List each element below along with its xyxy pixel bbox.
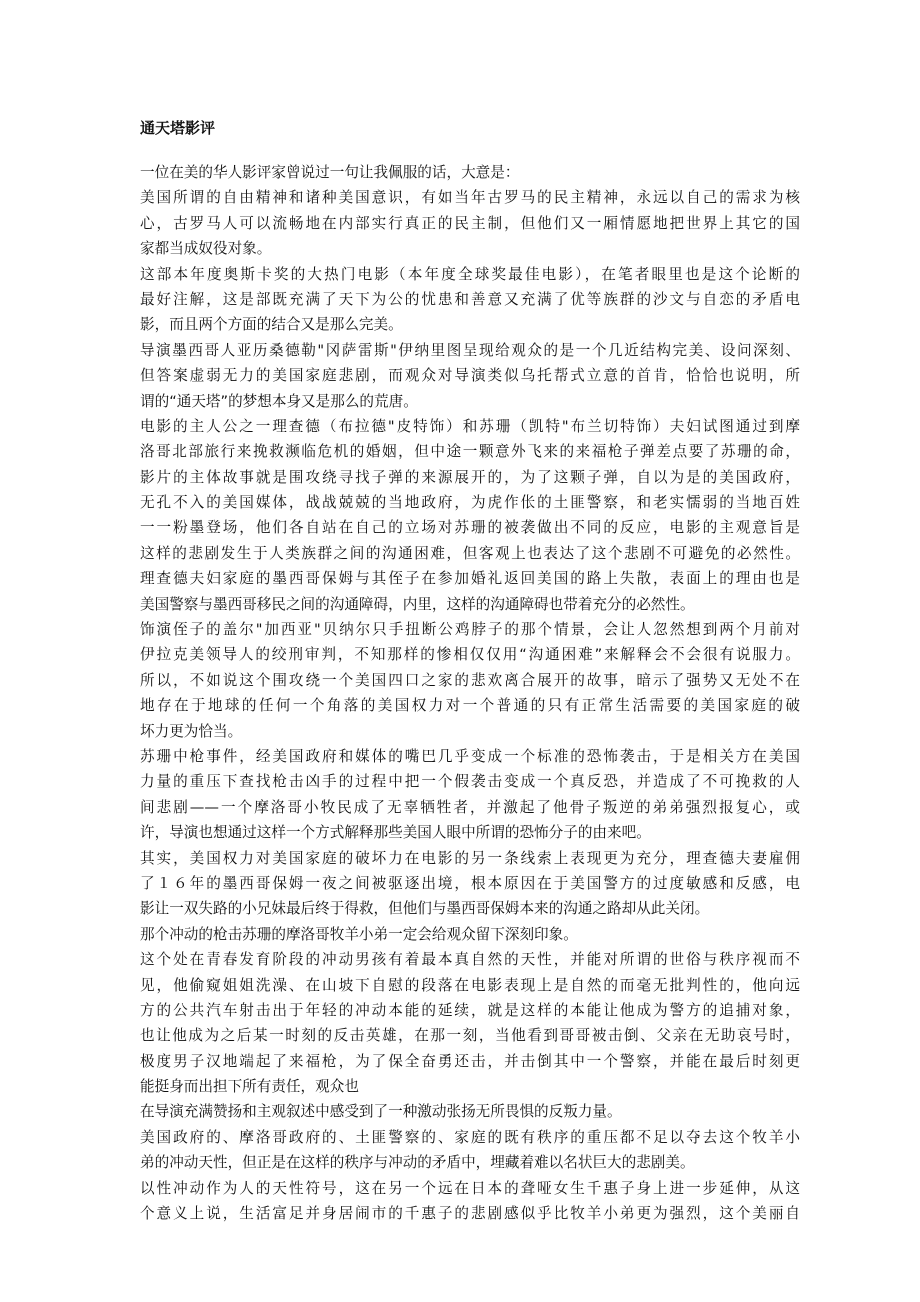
text-line: 地存在于地球的任何一个角落的美国权力对一个普通的只有正常生活需要的美国家庭的破 — [140, 697, 800, 715]
text-line: 洛哥北部旅行来挽救濒临危机的婚姻，但中途一颗意外飞来的来福枪子弹差点要了苏珊的命， — [140, 443, 800, 461]
text-line: 一一粉墨登场，他们各自站在自己的立场对苏珊的被袭做出不同的反应，电影的主观意旨是 — [140, 519, 800, 537]
text-line: 心，古罗马人可以流畅地在内部实行真正的民主制，但他们又一厢情愿地把世界上其它的国 — [140, 214, 800, 232]
text-line: 影片的主体故事就是围攻绕寻找子弹的来源展开的，为了这颗子弹，自以为是的美国政府， — [140, 468, 800, 486]
text-line: 理查德夫妇家庭的墨西哥保姆与其侄子在参加婚礼返回美国的路上失散，表面上的理由也是 — [140, 570, 800, 588]
text-line: 力量的重压下查找枪击凶手的过程中把一个假袭击变成一个真反恐，并造成了不可挽救的人 — [140, 773, 800, 791]
text-line: 谓的“通天塔”的梦想本身又是那么的荒唐。 — [140, 392, 418, 410]
text-line: 坏力更为恰当。 — [140, 722, 243, 740]
text-line: 个意义上说，生活富足并身居闹市的千惠子的悲剧感似乎比牧羊小弟更为强烈，这个美丽自 — [140, 1205, 800, 1223]
text-line: 一位在美的华人影评家曾说过一句让我佩服的话，大意是： — [140, 164, 520, 181]
text-line: 也让他成为之后某一时刻的反击英雄，在那一刻，当他看到哥哥被击倒、父亲在无助哀号时， — [140, 1027, 800, 1045]
text-line: 极度男子汉地端起了来福枪，为了保全奋勇还击，并击倒其中一个警察，并能在最后时刻更 — [140, 1052, 800, 1070]
text-line: 伊拉克美领导人的绞刑审判，不知那样的惨相仅仅用“沟通困难”来解释会不会很有说服力。 — [140, 646, 800, 664]
text-line: 影，而且两个方面的结合又是那么完美。 — [140, 316, 403, 334]
text-line: 能挺身而出担下所有责任，观众也 — [140, 1078, 359, 1096]
text-line: 无孔不入的美国媒体，战战兢兢的当地政府，为虎作伥的土匪警察，和老实懦弱的当地百姓 — [140, 494, 800, 512]
text-line: 但答案虚弱无力的美国家庭悲剧，而观众对导演类似乌托帮式立意的首肯，恰恰也说明，所 — [140, 367, 800, 385]
text-line: 这个处在青春发育阶段的冲动男孩有着最本真自然的天性，并能对所谓的世俗与秩序视而不 — [140, 951, 800, 969]
text-line: 家都当成奴役对象。 — [140, 240, 272, 258]
text-line: 美国警察与墨西哥移民之间的沟通障碍，内里，这样的沟通障碍也带着充分的必然性。 — [140, 595, 695, 613]
text-line: 苏珊中枪事件，经美国政府和媒体的嘴巴几乎变成一个标准的恐怖袭击，于是相关方在美国 — [140, 747, 800, 765]
text-line: 饰演侄子的盖尔"加西亚"贝纳尔只手扭断公鸡脖子的那个情景，会让人忽然想到两个月前对 — [140, 621, 800, 639]
text-line: 方的公共汽车射击出于年轻的冲动本能的延续，就是这样的本能让他成为警方的追捕对象， — [140, 1001, 800, 1019]
text-line: 所以，不如说这个围攻绕一个美国四口之家的悲欢离合展开的故事，暗示了强势又无处不在 — [140, 671, 800, 689]
text-line: 最好注解，这是部既充满了天下为公的忧患和善意又充满了优等族群的沙文与自恋的矛盾电 — [140, 290, 800, 308]
text-line: 美国所谓的自由精神和诸种美国意识，有如当年古罗马的民主精神，永远以自己的需求为核 — [140, 189, 800, 207]
text-line: 这样的悲剧发生于人类族群之间的沟通困难，但客观上也表达了这个悲剧不可避免的必然性。 — [140, 544, 800, 562]
text-line: 美国政府的、摩洛哥政府的、土匪警察的、家庭的既有秩序的重压都不足以夺去这个牧羊小 — [140, 1128, 800, 1146]
text-line: 了１６年的墨西哥保姆一夜之间被驱逐出境，根本原因在于美国警方的过度敏感和反感，电 — [140, 874, 800, 892]
text-line: 间悲剧——一个摩洛哥小牧民成了无辜牺牲者，并激起了他骨子叛逆的弟弟强烈报复心，或 — [140, 798, 800, 816]
text-line: 许，导演也想通过这样一个方式解释那些美国人眼中所谓的恐怖分子的由来吧。 — [140, 824, 651, 842]
text-line: 见，他偷窥姐姐洗澡、在山坡下自慰的段落在电影表现上是自然的而毫无批判性的，他向远 — [140, 976, 800, 994]
text-line: 导演墨西哥人亚历桑德勒"冈萨雷斯"伊纳里图呈现给观众的是一个几近结构完美、设问深刻、 — [140, 341, 800, 359]
text-line: 弟的冲动天性，但正是在这样的秩序与冲动的矛盾中，埋藏着难以名状巨大的悲剧美。 — [140, 1154, 695, 1172]
text-line: 以性冲动作为人的天性符号，这在另一个远在日本的聋哑女生千惠子身上进一步延伸，从这 — [140, 1179, 800, 1197]
text-line: 其实，美国权力对美国家庭的破坏力在电影的另一条线索上表现更为充分，理查德夫妻雇佣 — [140, 849, 800, 867]
text-line: 那个冲动的枪击苏珊的摩洛哥牧羊小弟一定会给观众留下深刻印象。 — [140, 925, 578, 943]
text-line: 影让一双失路的小兄妹最后终于得救，但他们与墨西哥保姆本来的沟通之路却从此关闭。 — [140, 900, 710, 918]
text-line: 这部本年度奥斯卡奖的大热门电影（本年度全球奖最佳电影），在笔者眼里也是这个论断的 — [140, 265, 800, 283]
document-body — [140, 160, 800, 1226]
text-line: 电影的主人公之一理查德（布拉德"皮特饰）和苏珊（凯特"布兰切特饰）夫妇试图通过到摩 — [140, 417, 800, 435]
document-title: 通天塔影评 — [140, 119, 216, 137]
text-line: 在导演充满赞扬和主观叙述中感受到了一种激动张扬无所畏惧的反叛力量。 — [140, 1103, 622, 1121]
